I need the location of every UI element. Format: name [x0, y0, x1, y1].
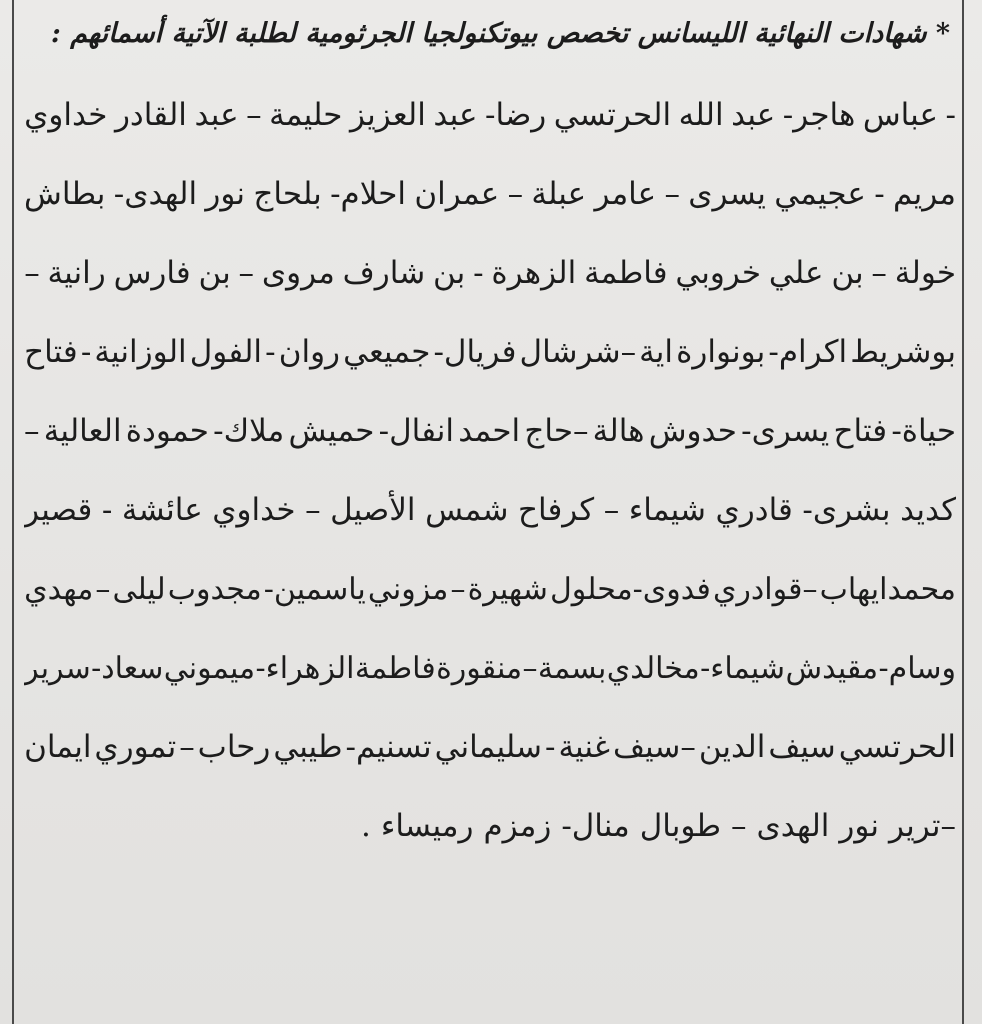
line-word: عبد	[731, 97, 776, 133]
line-word: رانية	[47, 255, 106, 291]
page-border-left	[12, 0, 14, 1024]
text-line	[24, 787, 956, 866]
line-word: سيف	[768, 729, 836, 765]
line-word: رضا-	[485, 97, 547, 133]
line-word: –	[95, 572, 111, 607]
line-word: كديد	[900, 492, 956, 528]
line-word: فاطمة	[584, 255, 668, 291]
line-word: -	[874, 176, 885, 212]
line-word: هاجر-	[782, 97, 856, 133]
line-word: كرفاح	[518, 492, 595, 528]
line-word: -	[473, 255, 484, 291]
line-word: نور	[839, 808, 880, 844]
line-word: يسرى-	[741, 413, 830, 449]
line-word: –	[24, 413, 40, 449]
line-word: شيماء	[628, 492, 707, 528]
line-word: الهدى	[756, 808, 830, 844]
line-word: شهيرة	[467, 572, 548, 607]
line-word: جميعي	[343, 334, 431, 370]
line-word: –	[179, 729, 195, 765]
line-word: –	[24, 255, 40, 291]
line-word: فدوى-محلول	[549, 572, 711, 607]
line-word: فاطمة	[354, 651, 436, 686]
line-word: مريم	[893, 176, 956, 212]
line-word: سليماني	[434, 729, 543, 765]
line-word: فتاح	[833, 413, 888, 449]
line-word: –	[664, 176, 680, 212]
line-word: احلام-	[330, 176, 407, 212]
line-word: علي	[768, 255, 824, 291]
line-word: الله	[678, 97, 724, 133]
line-word: رميساء	[380, 808, 474, 844]
line-word: الحرتسي	[553, 97, 672, 133]
line-word: طيبي	[273, 729, 343, 765]
page-border-right	[962, 0, 964, 1024]
line-word: –ترير	[889, 808, 956, 844]
line-word: -	[945, 97, 956, 133]
text-line	[24, 708, 956, 787]
line-word: –	[450, 572, 466, 607]
line-word: حدوش	[648, 413, 737, 449]
line-word: سعاد-	[91, 651, 164, 686]
line-word: مجدوب	[167, 572, 262, 607]
line-word: الفول	[189, 334, 263, 370]
line-word: –	[305, 492, 321, 528]
line-word: انفال-	[378, 413, 454, 449]
text-line	[24, 234, 956, 313]
line-word: –شرشال	[519, 334, 637, 370]
line-word: خداوي	[24, 97, 108, 133]
line-word: بلحاج	[253, 176, 322, 212]
line-word: –	[871, 255, 887, 291]
line-word: زمزم	[483, 808, 552, 844]
line-word: سرير	[24, 651, 91, 686]
text-line	[24, 392, 956, 471]
line-word: منال-	[561, 808, 630, 844]
line-word: –	[238, 255, 255, 291]
line-word: مزوني	[367, 572, 449, 607]
line-word: الهدى-	[113, 176, 198, 212]
line-word: ليلى	[112, 572, 166, 607]
line-word: روان	[278, 334, 341, 370]
line-word: الحرتسي	[838, 729, 956, 765]
line-word: –	[246, 97, 262, 133]
line-word: مخالدي	[606, 651, 700, 686]
line-word: القادر	[114, 97, 187, 133]
line-word: عجيمي	[774, 176, 866, 212]
line-word: حليمة	[269, 97, 343, 133]
text-line	[24, 313, 956, 392]
line-word: حمودة	[125, 413, 209, 449]
line-word: خداوي	[212, 492, 296, 528]
line-word: خروبي	[675, 255, 762, 291]
line-word: محمدايهاب	[819, 572, 956, 607]
line-word: بوشريط	[850, 334, 956, 370]
line-word: عبلة	[531, 176, 587, 212]
line-word: مهدي	[24, 572, 94, 607]
line-word: حميش	[288, 413, 375, 449]
line-word: العزيز	[350, 97, 426, 133]
line-word: شارف	[342, 255, 426, 291]
names-list	[24, 76, 956, 866]
line-word: هالة	[592, 413, 645, 449]
line-word: قصير	[24, 492, 93, 528]
line-word: يسرى	[688, 176, 766, 212]
document-content	[24, 6, 956, 866]
line-word: –حاج	[524, 413, 589, 449]
line-word: عمران	[414, 176, 500, 212]
line-word: –	[507, 176, 524, 212]
line-word: -	[80, 334, 92, 370]
line-word: –	[603, 492, 620, 528]
line-word: اكرام-	[768, 334, 848, 370]
line-word: ميموني	[163, 651, 256, 686]
line-word: اية	[639, 334, 674, 370]
line-word: نور	[205, 176, 246, 212]
text-line	[24, 155, 956, 234]
line-word: بطاش	[24, 176, 106, 212]
line-word: مروى	[261, 255, 335, 291]
line-word: -	[265, 334, 276, 370]
line-word: بن	[198, 255, 231, 291]
line-word: بشرى-	[802, 492, 891, 528]
line-word: الزهراء-	[255, 651, 355, 686]
text-line	[24, 76, 956, 155]
line-word: –سيف	[612, 729, 696, 765]
line-word: ملاك-	[213, 413, 285, 449]
line-word: العالية	[43, 413, 122, 449]
line-word: عامر	[594, 176, 657, 212]
line-word: الأصيل	[330, 492, 416, 528]
line-word: الوزانية	[94, 334, 187, 370]
line-word: منقورة	[436, 651, 523, 686]
line-word: –قوادري	[712, 572, 818, 607]
line-word: الدين	[698, 729, 766, 765]
line-word: عائشة	[121, 492, 203, 528]
line-word: شيماء-	[700, 651, 786, 686]
text-line	[24, 550, 956, 629]
line-word: مقيدش	[785, 651, 879, 686]
line-word: بسمة	[537, 651, 607, 686]
document-heading: * شهادات النهائية الليسانس تخصص بيوتكنولجيا الجرثومية لطلبة الآتية أسمائهم :	[50, 18, 950, 49]
line-word: الزهرة	[491, 255, 577, 291]
line-word: ايمان	[24, 729, 92, 765]
line-word: قادري	[715, 492, 793, 528]
line-word: شمس	[425, 492, 509, 528]
line-word: بن	[831, 255, 864, 291]
line-word: خولة	[894, 255, 956, 291]
line-word: .	[360, 808, 371, 844]
line-word: -	[101, 492, 113, 528]
line-word: عبد	[194, 97, 239, 133]
line-word: عبد	[433, 97, 478, 133]
text-line	[24, 629, 956, 708]
line-word: حياة-	[891, 413, 956, 449]
line-word: -	[545, 729, 556, 765]
line-word: تسنيم-	[345, 729, 432, 765]
line-word: –	[731, 808, 747, 844]
line-word: بن	[433, 255, 466, 291]
line-word: فارس	[113, 255, 191, 291]
line-word: تموري	[94, 729, 177, 765]
text-line	[24, 471, 956, 550]
line-word: فتاح	[24, 334, 78, 370]
line-word: بونوارة	[676, 334, 766, 370]
line-word: فريال-	[433, 334, 517, 370]
line-word: طوبال	[639, 808, 722, 844]
line-word: غنية	[558, 729, 610, 765]
line-word: عباس	[862, 97, 938, 133]
line-word: رحاب	[197, 729, 271, 765]
line-word: وسام-	[878, 651, 956, 686]
line-word: ياسمين-	[263, 572, 366, 607]
line-word: –	[522, 651, 538, 686]
line-word: احمد	[458, 413, 521, 449]
